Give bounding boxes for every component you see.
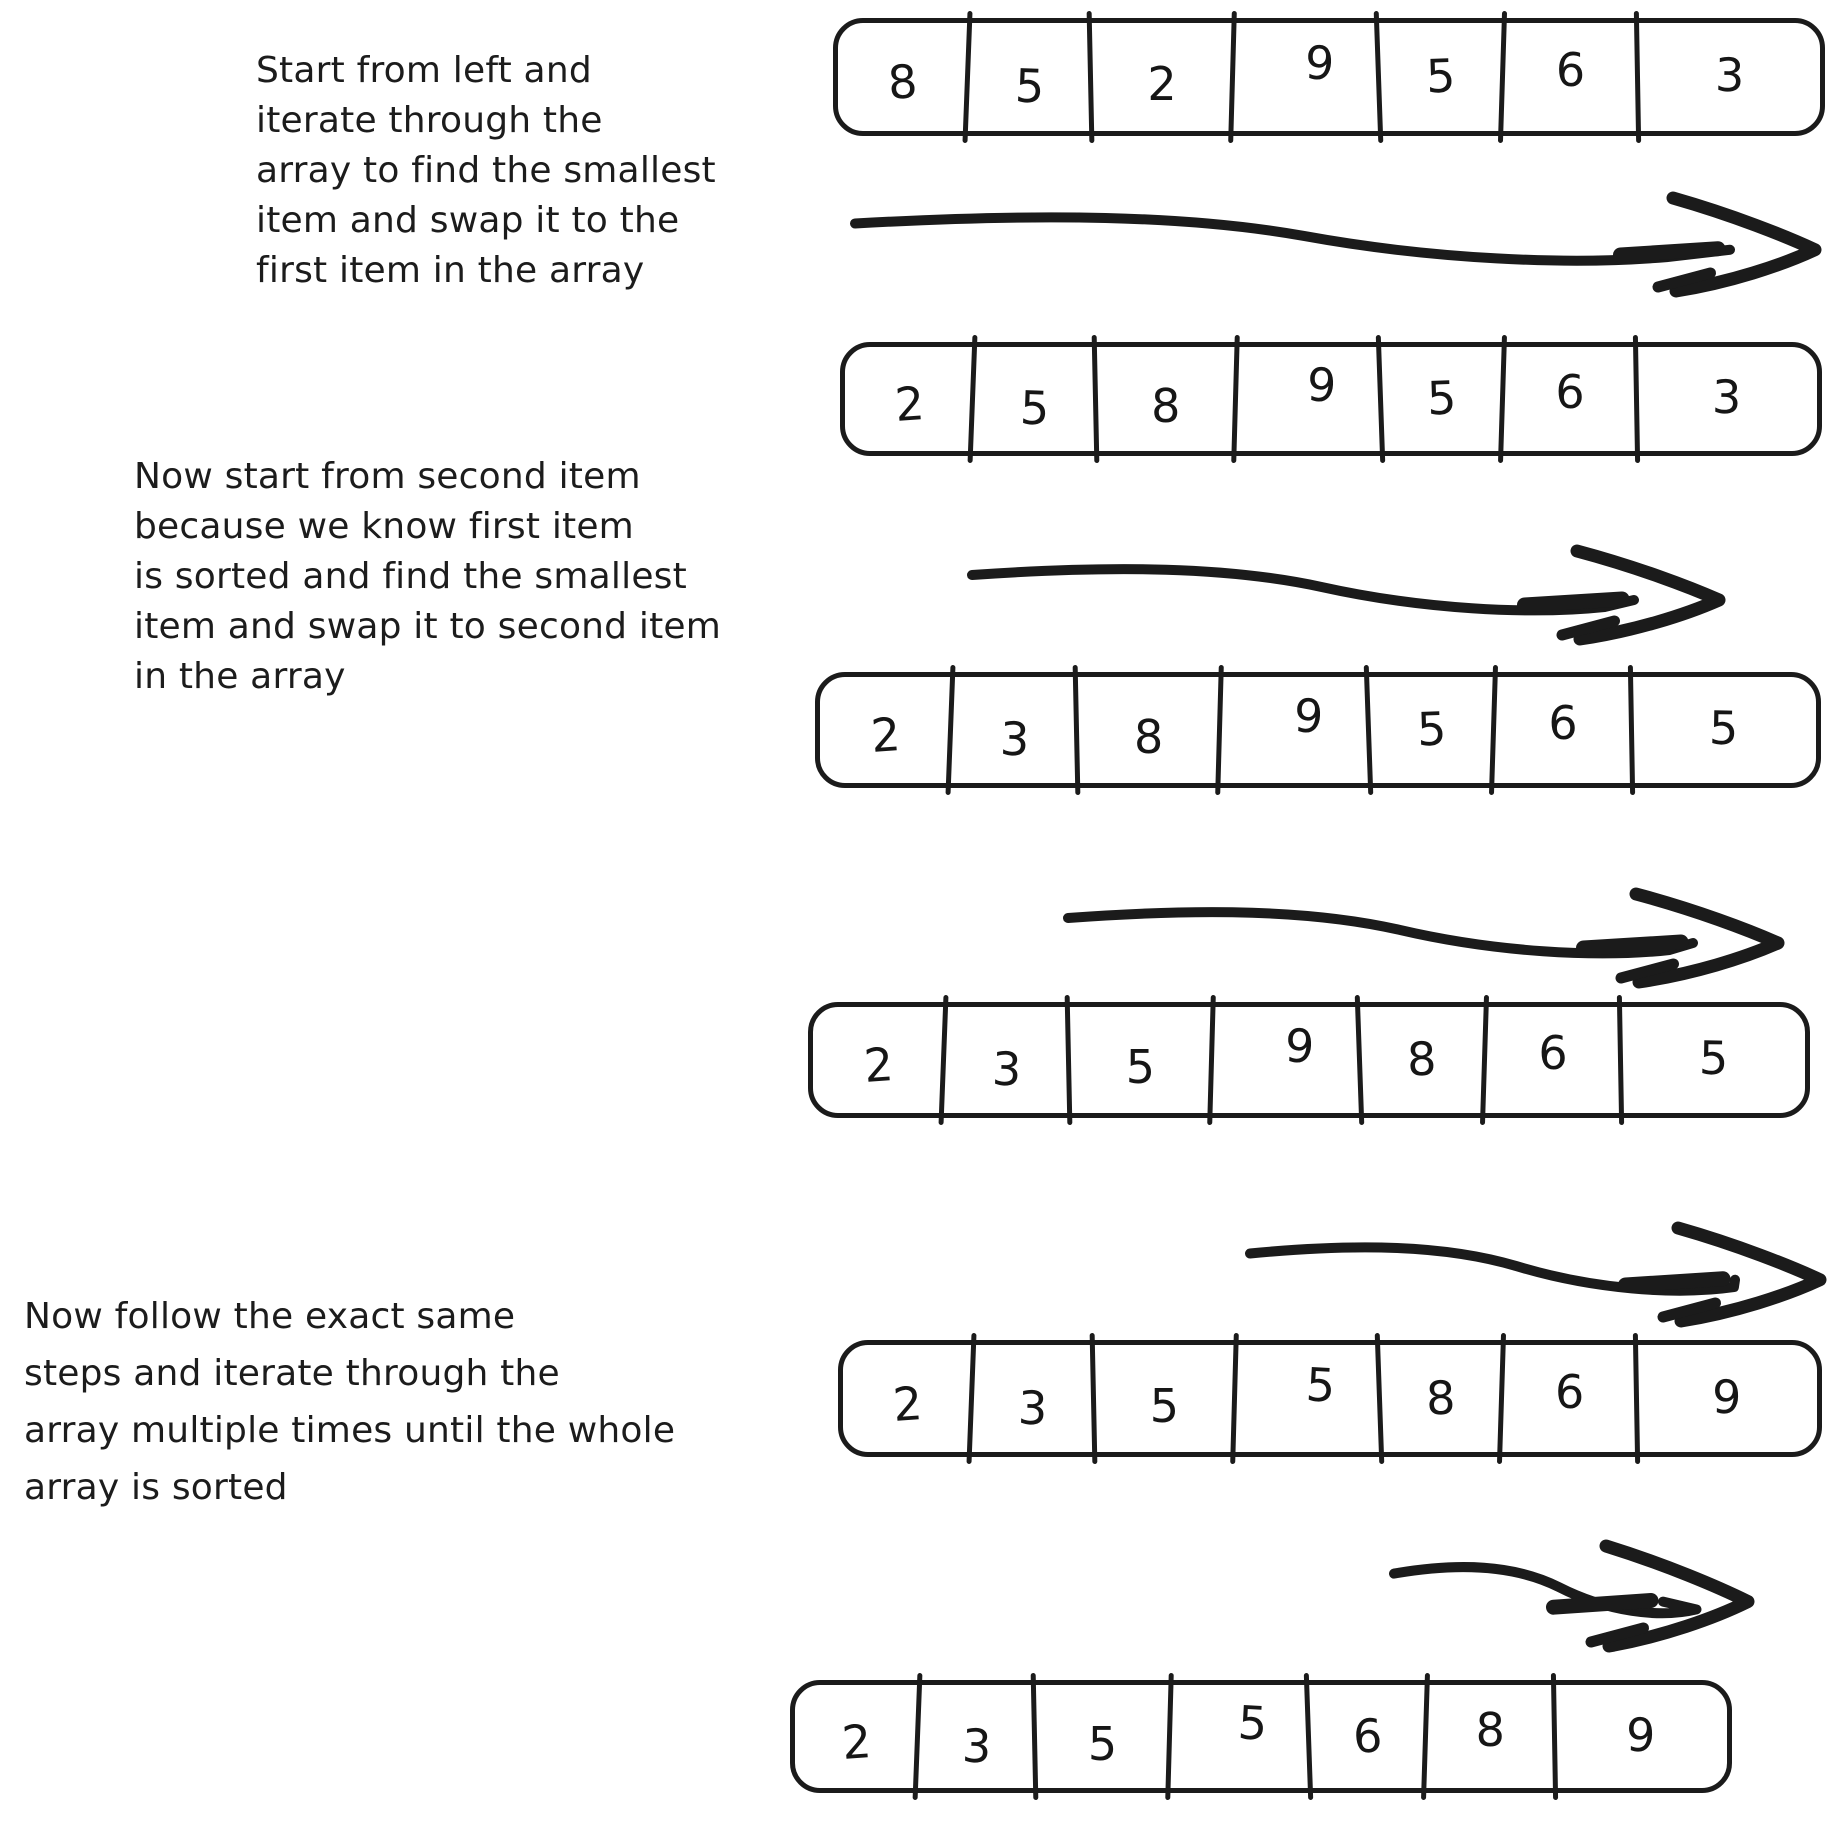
instruction-step-1 bbox=[256, 46, 716, 296]
array-value: 5 bbox=[1305, 1356, 1338, 1413]
array-value: 5 bbox=[1149, 1378, 1180, 1433]
array-cell bbox=[1494, 677, 1631, 783]
array-value: 8 bbox=[1406, 1031, 1438, 1087]
array-row-sorted bbox=[790, 1680, 1732, 1793]
array-cell bbox=[1632, 677, 1816, 783]
array-value: 8 bbox=[1151, 379, 1181, 433]
array-value: 6 bbox=[1555, 365, 1585, 419]
array-cell bbox=[973, 347, 1095, 451]
array-cell bbox=[1236, 347, 1381, 451]
array-cell bbox=[1091, 23, 1232, 131]
array-cell bbox=[843, 1345, 972, 1452]
array-cell bbox=[951, 677, 1076, 783]
instruction-step-2 bbox=[134, 452, 721, 702]
array-cell bbox=[944, 1007, 1069, 1113]
array-cell bbox=[1380, 1345, 1503, 1452]
array-value: 8 bbox=[1134, 710, 1164, 764]
instruction-line: in the array bbox=[134, 656, 346, 697]
array-cell bbox=[795, 1685, 918, 1788]
array-row-initial bbox=[833, 18, 1825, 136]
array-value: 5 bbox=[1698, 1030, 1729, 1086]
instruction-line: item and swap it to second item bbox=[134, 606, 722, 647]
array-cell bbox=[972, 1345, 1095, 1452]
array-cell bbox=[1503, 23, 1639, 131]
array-cell bbox=[1381, 347, 1503, 451]
right-arrow-icon bbox=[1240, 1222, 1828, 1327]
right-arrow-icon bbox=[962, 545, 1727, 645]
array-value: 9 bbox=[1625, 1707, 1656, 1762]
instruction-line: array is sorted bbox=[24, 1467, 288, 1508]
array-value: 8 bbox=[1475, 1702, 1505, 1757]
array-cell bbox=[1077, 677, 1220, 783]
array-row-after-pass-1 bbox=[840, 342, 1822, 456]
array-value: 3 bbox=[1711, 369, 1743, 425]
array-value: 9 bbox=[1292, 688, 1325, 744]
right-arrow-icon bbox=[1384, 1540, 1756, 1652]
array-cell bbox=[1360, 1007, 1485, 1113]
array-value: 2 bbox=[840, 1713, 873, 1770]
array-value: 3 bbox=[998, 711, 1030, 767]
instruction-line: Now follow the exact same bbox=[24, 1296, 516, 1337]
array-cell bbox=[1212, 1007, 1360, 1113]
array-row-after-pass-4 bbox=[838, 1340, 1822, 1457]
array-cell bbox=[1235, 1345, 1380, 1452]
instruction-line: steps and iterate through the bbox=[24, 1353, 560, 1394]
array-cell bbox=[845, 347, 973, 451]
array-value: 2 bbox=[892, 376, 926, 432]
array-row-after-pass-3 bbox=[808, 1002, 1810, 1118]
array-cell bbox=[838, 23, 968, 131]
instruction-line: is sorted and find the smallest bbox=[134, 556, 687, 597]
array-value: 6 bbox=[1555, 43, 1586, 97]
array-cell bbox=[1426, 1685, 1555, 1788]
array-cell bbox=[1621, 1007, 1805, 1113]
right-arrow-icon bbox=[845, 192, 1823, 297]
array-value: 8 bbox=[1425, 1370, 1457, 1425]
instruction-line: iterate through the bbox=[256, 100, 603, 141]
array-cell bbox=[820, 677, 951, 783]
array-row-after-pass-2 bbox=[815, 672, 1821, 788]
array-value: 5 bbox=[1237, 1694, 1270, 1751]
array-value: 5 bbox=[1018, 380, 1051, 436]
instruction-line: Start from left and bbox=[256, 50, 592, 91]
array-cell bbox=[1035, 1685, 1169, 1788]
array-value: 6 bbox=[1548, 696, 1578, 750]
array-cell bbox=[1096, 347, 1236, 451]
array-cell bbox=[813, 1007, 944, 1113]
right-arrow-icon bbox=[1058, 888, 1786, 988]
array-cell bbox=[1637, 1345, 1817, 1452]
array-cell bbox=[968, 23, 1092, 131]
array-value: 6 bbox=[1538, 1026, 1568, 1080]
instruction-line: array multiple times until the whole bbox=[24, 1410, 676, 1451]
array-value: 5 bbox=[1708, 700, 1739, 756]
array-cell bbox=[1637, 347, 1817, 451]
array-cell bbox=[1503, 347, 1637, 451]
array-cell bbox=[1309, 1685, 1426, 1788]
array-cell bbox=[1233, 23, 1379, 131]
array-cell bbox=[1379, 23, 1503, 131]
instruction-line: first item in the array bbox=[256, 250, 645, 291]
array-value: 5 bbox=[1425, 48, 1457, 104]
array-value: 6 bbox=[1351, 1708, 1383, 1763]
array-value: 9 bbox=[1283, 1018, 1316, 1074]
array-value: 9 bbox=[1306, 357, 1339, 413]
array-value: 5 bbox=[1426, 370, 1458, 426]
array-value: 5 bbox=[1415, 701, 1448, 757]
array-value: 3 bbox=[961, 1718, 993, 1773]
array-cell bbox=[1094, 1345, 1234, 1452]
array-cell bbox=[1220, 677, 1368, 783]
array-cell bbox=[1369, 677, 1494, 783]
instruction-line: Now start from second item bbox=[134, 456, 641, 497]
array-value: 2 bbox=[1147, 57, 1177, 111]
array-cell bbox=[1502, 1345, 1636, 1452]
array-value: 3 bbox=[990, 1041, 1022, 1097]
instruction-step-3 bbox=[24, 1288, 675, 1516]
array-cell bbox=[1069, 1007, 1212, 1113]
instruction-line: because we know first item bbox=[134, 506, 634, 547]
array-cell bbox=[1555, 1685, 1727, 1788]
array-value: 2 bbox=[861, 1037, 895, 1093]
array-cell bbox=[1170, 1685, 1309, 1788]
array-value: 2 bbox=[869, 707, 903, 763]
array-value: 3 bbox=[1714, 47, 1745, 103]
array-cell bbox=[1638, 23, 1820, 131]
array-cell bbox=[918, 1685, 1035, 1788]
instruction-line: item and swap it to the bbox=[256, 200, 680, 241]
array-value: 5 bbox=[1125, 1040, 1155, 1094]
array-value: 5 bbox=[1013, 58, 1046, 114]
array-value: 2 bbox=[890, 1375, 924, 1432]
array-value: 9 bbox=[1711, 1369, 1743, 1424]
instruction-line: array to find the smallest bbox=[256, 150, 716, 191]
array-value: 5 bbox=[1087, 1716, 1118, 1771]
array-value: 3 bbox=[1017, 1380, 1049, 1435]
array-value: 6 bbox=[1554, 1364, 1585, 1419]
array-cell bbox=[1485, 1007, 1622, 1113]
array-value: 9 bbox=[1303, 35, 1336, 91]
array-value: 8 bbox=[886, 54, 920, 110]
